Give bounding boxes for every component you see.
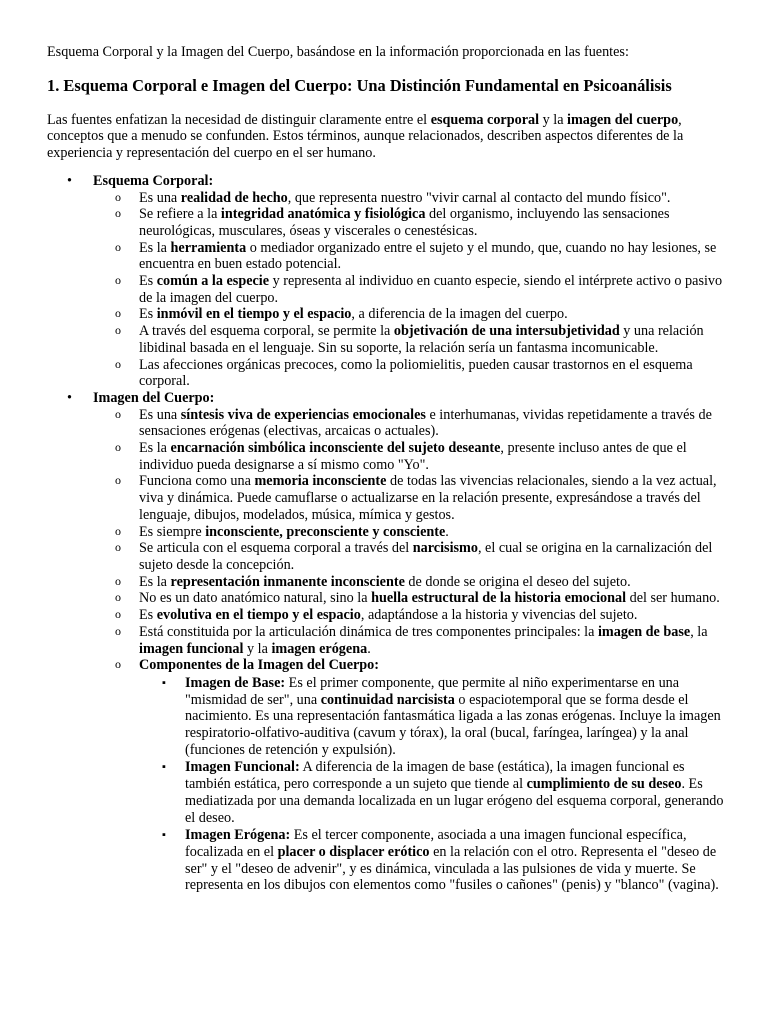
bold-text: encarnación simbólica inconsciente del sujeto deseante xyxy=(170,440,501,457)
list-item-title: Esquema Corporal: xyxy=(93,172,214,189)
list-item: o Es evolutiva en el tiempo y el espacio, adaptándose a la historia y vivencias del sujeto. xyxy=(93,607,725,624)
list-item: o Es la herramienta o mediador organizado entre el sujeto y el mundo, que, cuando no hay lesiones, se encuentra en buen estado potencial. xyxy=(93,240,725,273)
list-item: o Se refiere a la integridad anatómica y fisiológica del organismo, incluyendo las sensaciones neurológicas, musculares, óseas y viscerales o cenestésicas. xyxy=(93,206,725,239)
bold-text: imagen erógena xyxy=(271,640,368,657)
bold-text: herramienta xyxy=(170,239,247,256)
bold-text: común a la especie xyxy=(156,273,270,290)
list-item: o Las afecciones orgánicas precoces, como la poliomielitis, pueden causar trastornos en el esquema corporal. xyxy=(93,357,725,390)
document-page xyxy=(47,44,725,894)
bold-text: esquema corporal xyxy=(430,111,540,128)
bold-text: inconsciente, preconsciente y consciente xyxy=(205,523,446,540)
list-item-components xyxy=(93,657,725,894)
list-item: o Es común a la especie y representa al individuo en cuanto especie, siendo el intérprete activo o pasivo de la imagen del cuerpo. xyxy=(93,273,725,306)
list-item: o Funciona como una memoria inconsciente de todas las vivencias relacionales, siendo a la vez actual, viva y dinámica. Puede camuflarse o actualizarse en la relación presente, expresándose a través del lenguaje, dibujos, modelados, música, mímica y gestos. xyxy=(93,473,725,523)
bold-text: representación inmanente inconsciente xyxy=(170,573,405,590)
bold-text: Imagen de Base: xyxy=(185,674,286,691)
bold-text: imagen funcional xyxy=(139,640,244,657)
list-item-imagen xyxy=(47,390,725,894)
intro-line: Esquema Corporal y la Imagen del Cuerpo, basándose en la información proporcionada en las fuentes: xyxy=(47,44,629,60)
bold-text: Imagen Funcional: xyxy=(185,759,300,776)
component-item: ▪ Imagen Erógena: Es el tercer componente, asociada a una imagen funcional específica, focalizada en el placer o displacer erótico en la relación con el otro. Representa el "deseo de ser" y el "deseo de advenir", y es dinámica, vinculada a las pulsiones de vida y muerte. Se representa en los dibujos con elementos como "fusiles o cañones" (penis) y "blanco" (vagina). xyxy=(139,827,725,894)
list-item: o Está constituida por la articulación dinámica de tres componentes principales: la imagen de base, la imagen funcional y la imagen erógena. xyxy=(93,624,725,657)
list-item: o Es una realidad de hecho, que representa nuestro "vivir carnal al contacto del mundo físico". xyxy=(93,190,725,207)
components-list xyxy=(139,675,725,894)
sublist-imagen xyxy=(93,407,725,894)
bold-text: síntesis viva de experiencias emocionales xyxy=(180,406,426,423)
bold-text: memoria inconsciente xyxy=(254,473,387,490)
bold-text: Imagen Erógena: xyxy=(185,827,291,844)
bold-text: continuidad narcisista xyxy=(320,691,455,708)
bold-text: realidad de hecho xyxy=(180,189,288,206)
components-title: Componentes de la Imagen del Cuerpo: xyxy=(139,657,380,674)
bold-text: narcisismo xyxy=(412,540,478,557)
list-item: o No es un dato anatómico natural, sino la huella estructural de la historia emocional del ser humano. xyxy=(93,590,725,607)
bold-text: imagen del cuerpo xyxy=(567,111,679,128)
bold-text: cumplimiento de su deseo xyxy=(526,776,682,793)
component-item: ▪ Imagen de Base: Es el primer componente, que permite al niño experimentarse en una "mismidad de ser", una continuidad narcisista o espaciotemporal que se forma desde el nacimiento. Es una representación fantasmática ligada a las zonas erógenas. Incluye la imagen respiratorio-olfativo-auditiva (cavum y tórax), la oral (bucal, faríngea, laríngea) y la anal (funciones de retención y expulsión). xyxy=(139,675,725,759)
bold-text: imagen de base xyxy=(597,623,691,640)
bold-text: placer o displacer erótico xyxy=(277,843,430,860)
bold-text: huella estructural de la historia emocional xyxy=(371,590,627,607)
list-item: o Es siempre inconsciente, preconsciente y consciente. xyxy=(93,524,725,541)
bold-text: evolutiva en el tiempo y el espacio xyxy=(156,607,361,624)
list-item: o Se articula con el esquema corporal a través del narcisismo, el cual se origina en la carnalización del sujeto desde la concepción. xyxy=(93,540,725,573)
bold-text: inmóvil en el tiempo y el espacio xyxy=(156,306,352,323)
component-item: ▪ Imagen Funcional: A diferencia de la imagen de base (estática), la imagen funcional es también estática, pero corresponde a un sujeto que tiende al cumplimiento de su deseo. Es mediatizada por una demanda localizada en un lugar erógeno del esquema corporal, generando el deseo. xyxy=(139,759,725,826)
intro-paragraph: Las fuentes enfatizan la necesidad de distinguir claramente entre el esquema corporal y la imagen del cuerpo, conceptos que a menudo se confunden. Estos términos, aunque relacionados, describen aspectos diferentes de la experiencia y representación del cuerpo en el ser humano. xyxy=(47,111,684,162)
list-item-esquema xyxy=(47,173,725,390)
bold-text: integridad anatómica y fisiológica xyxy=(220,206,426,223)
main-list xyxy=(47,173,725,894)
list-item: o Es inmóvil en el tiempo y el espacio, a diferencia de la imagen del cuerpo. xyxy=(93,306,725,323)
bold-text: objetivación de una intersubjetividad xyxy=(393,323,620,340)
list-item: o Es una síntesis viva de experiencias emocionales e interhumanas, vividas repetidamente a través de sensaciones erógenas (electivas, arcaicas o actuales). xyxy=(93,407,725,440)
list-item-title: Imagen del Cuerpo: xyxy=(93,389,215,406)
list-item: o Es la encarnación simbólica inconsciente del sujeto deseante, presente incluso antes de que el individuo pueda designarse a sí mismo como "Yo". xyxy=(93,440,725,473)
list-item: o Es la representación inmanente inconsciente de donde se origina el deseo del sujeto. xyxy=(93,574,725,591)
sublist-esquema xyxy=(93,190,725,390)
section-heading: 1. Esquema Corporal e Imagen del Cuerpo: Una Distinción Fundamental en Psicoanálisis xyxy=(47,75,672,95)
list-item: o A través del esquema corporal, se permite la objetivación de una intersubjetividad y una relación libidinal basada en el lenguaje. Sin su soporte, la relación sería un fantasma incomunicable. xyxy=(93,323,725,356)
